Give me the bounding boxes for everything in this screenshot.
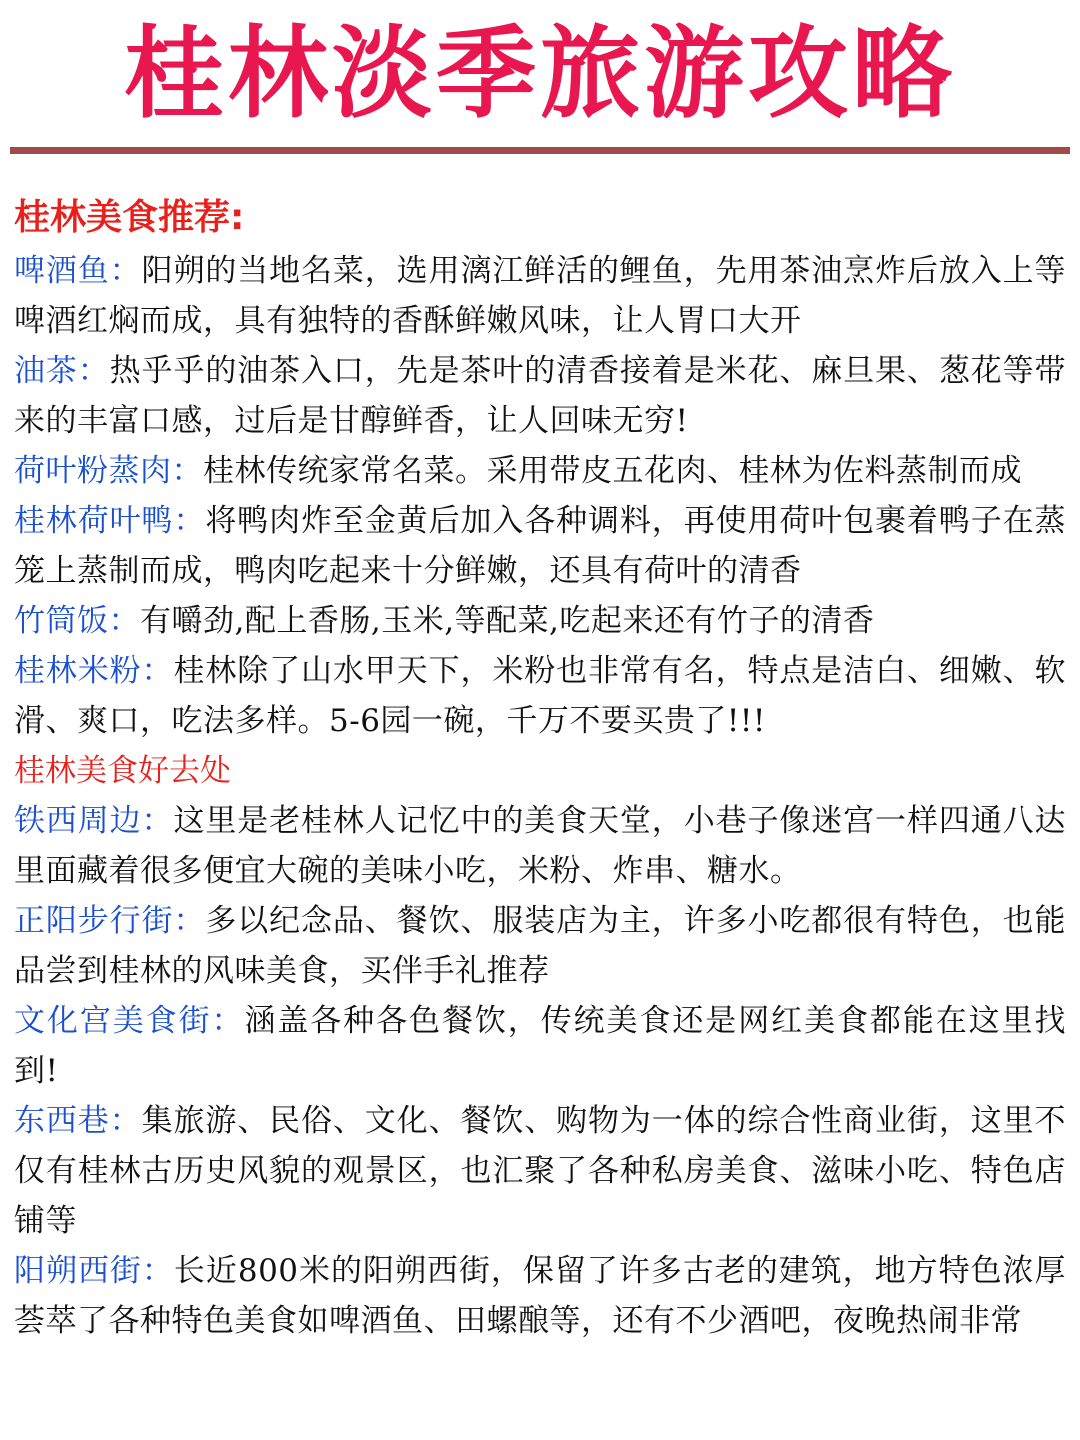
page-title: 桂林淡季旅游攻略 (124, 15, 956, 132)
food-description: 桂林传统家常名菜。采用带皮五花肉、桂林为佐料蒸制而成 (203, 453, 1022, 489)
title-divider (10, 147, 1070, 154)
food-entry (14, 596, 1066, 646)
article-body (14, 190, 1066, 1346)
place-name: 东西巷： (14, 1103, 142, 1139)
food-entry (14, 446, 1066, 496)
place-name: 铁西周边： (14, 803, 174, 839)
food-description: 桂林除了山水甲天下，米粉也非常有名，特点是洁白、细嫩、软滑、爽口，吃法多样。5-6园一碗，千万不要买贵了!!! (14, 653, 1066, 739)
place-description: 这里是老桂林人记忆中的美食天堂，小巷子像迷宫一样四通八达里面藏着很多便宜大碗的美味小吃，米粉、炸串、糖水。 (14, 803, 1066, 889)
food-name: 油茶： (14, 353, 110, 389)
places-section-heading: 桂林美食好去处 (14, 753, 231, 789)
food-section-heading: 桂林美食推荐: (14, 197, 245, 238)
food-entry (14, 346, 1066, 446)
food-name: 桂林荷叶鸭： (14, 503, 206, 539)
place-description: 多以纪念品、餐饮、服装店为主，许多小吃都很有特色，也能品尝到桂林的风味美食，买伴手礼推荐 (14, 903, 1066, 989)
place-entry (14, 996, 1066, 1096)
food-entry (14, 246, 1066, 346)
food-description: 热乎乎的油茶入口，先是茶叶的清香接着是米花、麻旦果、葱花等带来的丰富口感，过后是甘醇鲜香，让人回味无穷! (14, 353, 1066, 439)
place-name: 正阳步行街： (14, 903, 206, 939)
food-description: 将鸭肉炸至金黄后加入各种调料，再使用荷叶包裹着鸭子在蒸笼上蒸制而成，鸭肉吃起来十分鲜嫩，还具有荷叶的清香 (14, 503, 1066, 589)
food-name: 竹筒饭： (14, 603, 140, 639)
food-name: 桂林米粉： (14, 653, 174, 689)
place-name: 阳朔西街： (14, 1253, 174, 1289)
place-entry (14, 1096, 1066, 1246)
food-name: 荷叶粉蒸肉： (14, 453, 203, 489)
food-entry (14, 496, 1066, 596)
place-name: 文化宫美食街： (14, 1003, 245, 1039)
food-description: 阳朔的当地名菜，选用漓江鲜活的鲤鱼，先用茶油烹炸后放入上等啤酒红焖而成，具有独特的香酥鲜嫩风味，让人胃口大开 (14, 253, 1066, 339)
place-entry (14, 896, 1066, 996)
food-entry (14, 646, 1066, 746)
place-description: 涵盖各种各色餐饮，传统美食还是网红美食都能在这里找到! (14, 1003, 1066, 1089)
food-name: 啤酒鱼： (14, 253, 142, 289)
place-entry (14, 1246, 1066, 1346)
place-entry (14, 796, 1066, 896)
food-description: 有嚼劲,配上香肠,玉米,等配菜,吃起来还有竹子的清香 (140, 603, 875, 639)
place-description: 集旅游、民俗、文化、餐饮、购物为一体的综合性商业街，这里不仅有桂林古历史风貌的观景区，也汇聚了各种私房美食、滋味小吃、特色店铺等 (14, 1103, 1066, 1239)
place-description: 长近800米的阳朔西街，保留了许多古老的建筑，地方特色浓厚荟萃了各种特色美食如啤酒鱼、田螺酿等，还有不少酒吧，夜晚热闹非常 (14, 1253, 1067, 1339)
